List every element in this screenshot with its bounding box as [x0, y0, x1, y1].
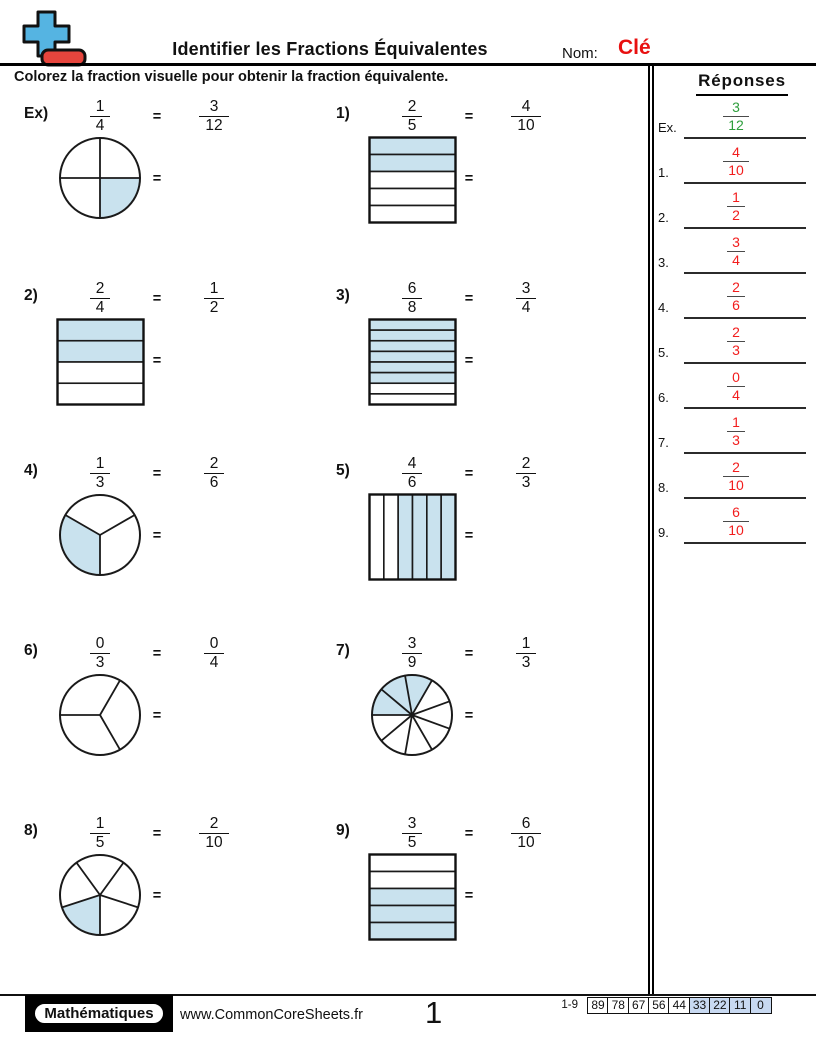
problem-label: 1) [336, 105, 350, 122]
numerator: 2 [407, 98, 417, 115]
given-fraction [76, 815, 124, 852]
denominator: 3 [516, 653, 537, 672]
answer-number-label: 4. [658, 300, 669, 315]
answer-number-label: 7. [658, 435, 669, 450]
numerator: 1 [95, 815, 105, 832]
equals-sign: = [152, 353, 162, 369]
equivalent-fraction [190, 280, 238, 317]
problem-5 [336, 453, 636, 628]
problem-7 [336, 633, 636, 808]
denominator: 10 [723, 476, 749, 494]
fraction-bar-model [368, 853, 457, 941]
numerator: 0 [732, 369, 740, 385]
equals-sign: = [152, 171, 162, 187]
answer-number-label: 2. [658, 210, 669, 225]
score-cell: 44 [668, 997, 690, 1014]
denominator: 10 [723, 521, 749, 539]
denominator: 10 [511, 833, 540, 852]
equals-sign: = [152, 109, 162, 125]
equals-sign: = [152, 291, 162, 307]
equals-sign: = [464, 646, 474, 662]
numerator: 4 [732, 144, 740, 160]
denominator: 4 [90, 298, 111, 317]
answer-number-label: 9. [658, 525, 669, 540]
denominator: 6 [727, 296, 745, 314]
answer-key-label: Clé [618, 36, 651, 59]
given-fraction [76, 455, 124, 492]
fraction-bar-model [368, 493, 457, 581]
numerator: 1 [521, 635, 531, 652]
denominator: 12 [723, 116, 749, 134]
fraction-bar-model [56, 318, 145, 406]
equivalent-fraction [190, 455, 238, 492]
answer-number-label: 5. [658, 345, 669, 360]
answer-number-label: Ex. [658, 120, 677, 135]
numerator: 2 [209, 455, 219, 472]
equivalent-fraction [190, 815, 238, 852]
problem-4 [24, 453, 324, 628]
given-fraction [388, 815, 436, 852]
denominator: 6 [204, 473, 225, 492]
given-fraction [76, 635, 124, 672]
numerator: 3 [732, 99, 740, 115]
denominator: 5 [402, 116, 423, 135]
score-cell: 11 [729, 997, 751, 1014]
numerator: 3 [209, 98, 219, 115]
denominator: 4 [727, 251, 745, 269]
denominator: 5 [402, 833, 423, 852]
problem-label: 8) [24, 822, 38, 839]
problem-label: 3) [336, 287, 350, 304]
score-cell: 89 [587, 997, 609, 1014]
website-url: www.CommonCoreSheets.fr [180, 1007, 363, 1023]
equals-sign: = [152, 646, 162, 662]
problem-2 [24, 278, 324, 453]
equals-sign: = [152, 888, 162, 904]
score-scale [587, 997, 772, 1014]
score-cell: 22 [709, 997, 731, 1014]
brand-name: Mathématiques [33, 1002, 164, 1025]
equivalent-fraction [502, 815, 550, 852]
numerator: 2 [732, 279, 740, 295]
problem-label: 5) [336, 462, 350, 479]
fraction-circle [58, 136, 142, 220]
numerator: 3 [732, 234, 740, 250]
given-fraction [76, 98, 124, 135]
equals-sign: = [464, 109, 474, 125]
score-cell: 56 [648, 997, 670, 1014]
denominator: 4 [727, 386, 745, 404]
equivalent-fraction [502, 280, 550, 317]
denominator: 2 [727, 206, 745, 224]
numerator: 2 [521, 455, 531, 472]
numerator: 0 [209, 635, 219, 652]
numerator: 3 [521, 280, 531, 297]
page-title: Identifier les Fractions Équivalentes [172, 39, 488, 59]
given-fraction [388, 635, 436, 672]
denominator: 3 [727, 341, 745, 359]
answer-number-label: 3. [658, 255, 669, 270]
problem-label: 2) [24, 287, 38, 304]
denominator: 3 [90, 653, 111, 672]
fraction-circle [370, 673, 454, 757]
equals-sign: = [152, 528, 162, 544]
fraction-bar-model [368, 136, 457, 224]
equivalent-fraction [190, 98, 238, 135]
numerator: 1 [95, 455, 105, 472]
given-fraction [76, 280, 124, 317]
numerator: 0 [95, 635, 105, 652]
equals-sign: = [464, 291, 474, 307]
problem-6 [24, 633, 324, 808]
given-fraction [388, 280, 436, 317]
given-fraction [388, 455, 436, 492]
denominator: 4 [204, 653, 225, 672]
denominator: 12 [199, 116, 228, 135]
numerator: 2 [95, 280, 105, 297]
answers-title: Réponses [672, 71, 812, 96]
score-range-label: 1-9 [561, 999, 578, 1011]
equals-sign: = [464, 888, 474, 904]
numerator: 4 [407, 455, 417, 472]
problem-label: 6) [24, 642, 38, 659]
denominator: 3 [90, 473, 111, 492]
given-fraction [388, 98, 436, 135]
fraction-circle [58, 853, 142, 937]
numerator: 2 [732, 459, 740, 475]
numerator: 2 [732, 324, 740, 340]
answer-number-label: 8. [658, 480, 669, 495]
answer-number-label: 1. [658, 165, 669, 180]
denominator: 8 [402, 298, 423, 317]
denominator: 10 [723, 161, 749, 179]
problem-8 [24, 813, 324, 988]
denominator: 3 [516, 473, 537, 492]
equals-sign: = [464, 171, 474, 187]
equals-sign: = [464, 466, 474, 482]
equals-sign: = [152, 826, 162, 842]
numerator: 2 [209, 815, 219, 832]
equivalent-fraction [190, 635, 238, 672]
equivalent-fraction [502, 98, 550, 135]
problem-label: 7) [336, 642, 350, 659]
equals-sign: = [464, 353, 474, 369]
numerator: 3 [407, 635, 417, 652]
equals-sign: = [464, 826, 474, 842]
denominator: 10 [511, 116, 540, 135]
denominator: 2 [204, 298, 225, 317]
denominator: 6 [402, 473, 423, 492]
score-cell: 67 [628, 997, 650, 1014]
answer-number-label: 6. [658, 390, 669, 405]
score-cell: 78 [607, 997, 629, 1014]
denominator: 4 [90, 116, 111, 135]
problem-3 [336, 278, 636, 453]
brand-logo [25, 995, 173, 1032]
problem-label: 4) [24, 462, 38, 479]
equals-sign: = [152, 708, 162, 724]
fraction-circle [58, 673, 142, 757]
page-number: 1 [425, 995, 443, 1030]
numerator: 6 [521, 815, 531, 832]
numerator: 1 [732, 189, 740, 205]
denominator: 4 [516, 298, 537, 317]
equals-sign: = [152, 466, 162, 482]
numerator: 1 [95, 98, 105, 115]
equivalent-fraction [502, 635, 550, 672]
numerator: 6 [732, 504, 740, 520]
denominator: 10 [199, 833, 228, 852]
equals-sign: = [464, 708, 474, 724]
fraction-circle [58, 493, 142, 577]
problem-1 [336, 96, 636, 271]
instruction-text: Colorez la fraction visuelle pour obtenir la fraction équivalente. [14, 69, 449, 85]
equivalent-fraction [502, 455, 550, 492]
problem-label: 9) [336, 822, 350, 839]
numerator: 6 [407, 280, 417, 297]
denominator: 5 [90, 833, 111, 852]
numerator: 4 [521, 98, 531, 115]
problem-9 [336, 813, 636, 988]
score-cell: 0 [750, 997, 772, 1014]
equals-sign: = [464, 528, 474, 544]
denominator: 3 [727, 431, 745, 449]
numerator: 3 [407, 815, 417, 832]
problem-ex [24, 96, 324, 271]
problem-label: Ex) [24, 105, 49, 122]
denominator: 9 [402, 653, 423, 672]
name-label: Nom: [562, 45, 598, 62]
fraction-bar-model [368, 318, 457, 406]
numerator: 1 [732, 414, 740, 430]
numerator: 1 [209, 280, 219, 297]
score-cell: 33 [689, 997, 711, 1014]
